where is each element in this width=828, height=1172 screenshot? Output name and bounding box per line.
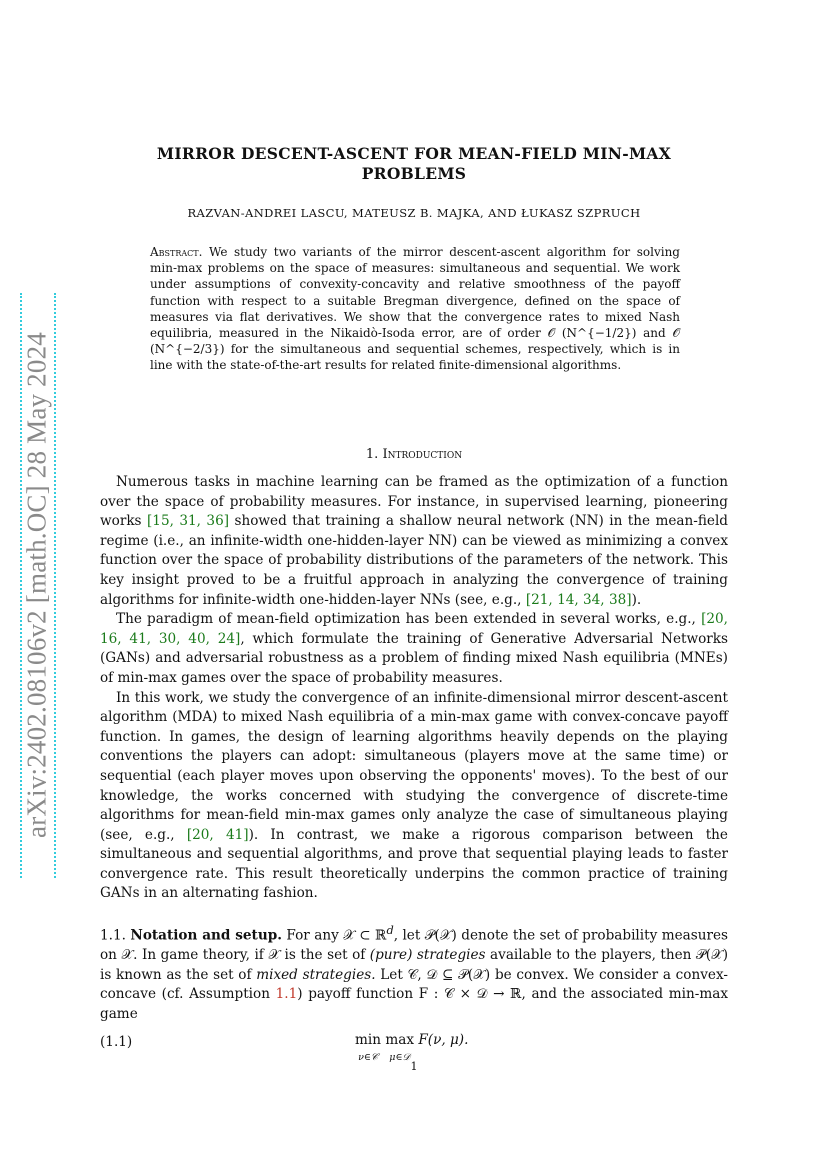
paragraph-2 — [100, 610, 728, 688]
eq-max: max — [385, 1032, 414, 1048]
arxiv-stamp — [14, 293, 60, 878]
paper-title — [100, 144, 728, 184]
para1-text-c: ). — [631, 591, 642, 608]
equation-number: (1.1) — [100, 1034, 133, 1050]
mixed-strategies-term: mixed strategies. — [256, 966, 376, 983]
equation-1-1 — [100, 1032, 728, 1062]
citation-link[interactable]: [20, 41] — [186, 826, 249, 843]
notation-paragraph — [100, 921, 728, 1025]
eq-expression: F(ν, μ). — [418, 1032, 469, 1048]
notation-text-e: ) payoff function F : 𝒞 × 𝒟 → ℝ, and the associated min-max game — [100, 986, 728, 1022]
para3-text-a: In this work, we study the convergence of an infinite-dimensional mirror descent-ascent algorithm (MDA) to mixed Nash equilibria of a min-max game with convex-concave payoff function. In games, the design of learning algorithms heavily depends on the playing conventions the players can adopt: simultaneous (players move at the same time) or sequential (each player moves upon observing the opponents' moves). To the best of our knowledge, the works concerned with studying the convergence of discrete-time algorithms for mean-field min-max games only analyze the case of simultaneous playing (see, e.g., — [100, 689, 728, 843]
dimension-superscript: d — [386, 923, 394, 937]
title-line-2: PROBLEMS — [361, 164, 467, 183]
notation-text-b: , let 𝒫(𝒳) denote the set of probability measures on 𝒳. In game theory, if 𝒳 is the set of — [100, 927, 728, 964]
paragraph-1 — [100, 473, 728, 610]
subsection-title: Notation and setup. — [130, 927, 282, 944]
para2-text-b: , which formulate the training of Generative Adversarial Networks (GANs) and adversarial robustness as a problem of finding mixed Nash equilibria (MNEs) of min-max games over the space of probability measures. — [100, 630, 728, 686]
section-title: Introduction — [382, 447, 463, 462]
para1-text-a: Numerous tasks in machine learning can be framed as the optimization of a function over the space of probability measures. For instance, in supervised learning, pioneering works — [100, 474, 728, 530]
abstract-rate-2: 𝒪 (N^{−2/3}) — [150, 326, 680, 357]
arxiv-identifier[interactable]: arXiv:2402.08106v2 [math.OC] 28 May 2024 — [21, 332, 52, 838]
eq-max-sub: μ∈𝒟 — [389, 1052, 411, 1063]
paragraph-3 — [100, 689, 728, 905]
citation-link[interactable]: [15, 31, 36] — [147, 513, 230, 530]
abstract-text-2: for the simultaneous and sequential schemes, respectively, which is in line with the state-of-the-art results for related finite-dimensional algorithms. — [150, 342, 680, 373]
page-number: 1 — [410, 1060, 418, 1073]
abstract-label: Abstract. — [150, 245, 203, 259]
citation-link[interactable]: [20, 16, 41, 30, 40, 24] — [100, 611, 729, 647]
title-line-1: MIRROR DESCENT-ASCENT FOR MEAN-FIELD MIN-MAX — [156, 144, 672, 163]
introduction-body — [100, 473, 728, 904]
para1-text-b: showed that training a shallow neural network (NN) in the mean-field regime (i.e., an infinite-width one-hidden-layer NN) can be viewed as minimizing a convex function over the space of probability distributions of the parameters of the network. This key insight proved to be a fruitful approach in analyzing the convergence of training algorithms for infinite-width one-hidden-layer NNs (see, e.g., — [100, 513, 729, 608]
abstract — [150, 244, 680, 374]
section-heading — [100, 447, 728, 462]
section-number: 1. — [365, 447, 379, 462]
authors: RAZVAN-ANDREI LASCU, MATEUSZ B. MAJKA, AND ŁUKASZ SZPRUCH — [187, 206, 641, 220]
para3-text-b: ). In contrast, we make a rigorous comparison between the simultaneous and sequential algorithms, and prove that sequential playing leads to faster convergence rate. This result theoretically underpins the common practice of training GANs in an alternating fashion. — [100, 826, 728, 902]
assumption-link[interactable]: 1.1 — [275, 986, 298, 1003]
eq-min-sub: ν∈𝒞 — [358, 1052, 378, 1063]
notation-text-a: For any 𝒳 ⊂ ℝ — [286, 927, 387, 944]
eq-min: min — [355, 1032, 381, 1048]
abstract-rate-1: 𝒪 (N^{−1/2}) — [547, 326, 637, 341]
abstract-and: and — [643, 326, 666, 341]
pure-strategies-term: (pure) strategies — [369, 947, 486, 964]
subsection-number: 1.1. — [100, 927, 126, 944]
notation-text-d: Let 𝒞, 𝒟 ⊆ 𝒫(𝒳) be convex. We consider a convex-concave (cf. Assumption — [100, 966, 728, 1003]
abstract-text-1: We study two variants of the mirror descent-ascent algorithm for solving min-max problems on the space of measures: simultaneous and sequential. We work under assumptions of convexity-concavity and relative smoothness of the payoff function with respect to a suitable Bregman divergence, defined on the space of measures via flat derivatives. We show that the convergence rates to mixed Nash equilibria, measured in the Nikaidò-Isoda error, are of order — [150, 245, 680, 341]
para2-text-a: The paradigm of mean-field optimization has been extended in several works, e.g., — [116, 611, 696, 628]
notation-text-c: available to the players, then 𝒫(𝒳) is known as the set of — [100, 947, 728, 983]
notation-section — [100, 921, 728, 1025]
citation-link[interactable]: [21, 14, 34, 38] — [525, 591, 632, 608]
